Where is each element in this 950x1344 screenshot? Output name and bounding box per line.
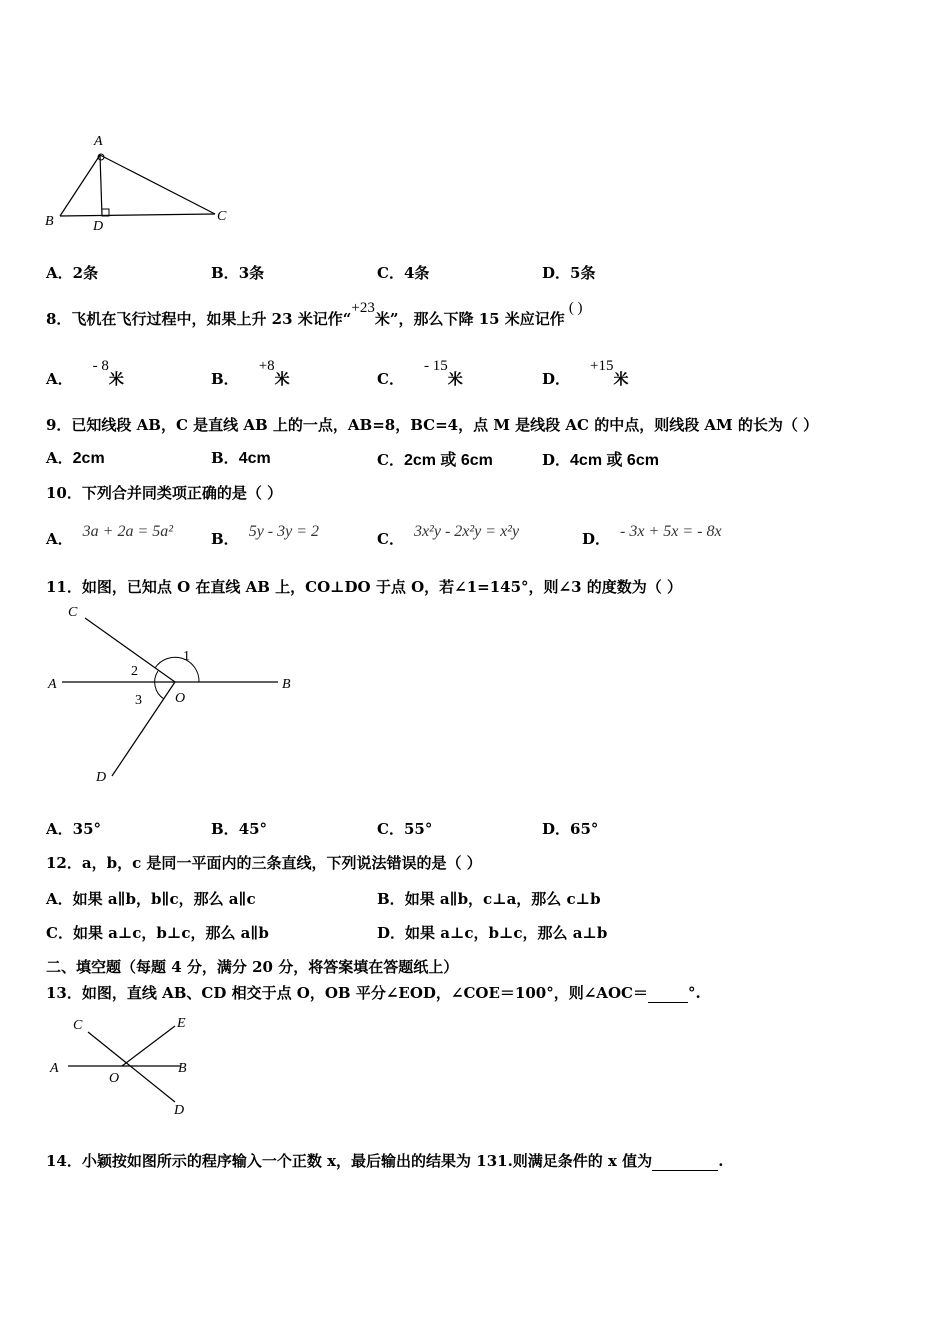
q12-option-c[interactable]: C．如果 a⊥c，b⊥c，那么 a∥b [46, 924, 269, 942]
q7-figure [40, 128, 240, 238]
q11-label-2: 2 [131, 664, 138, 679]
q13-line-cd [88, 1032, 175, 1102]
q7-segment-ac [100, 155, 215, 214]
q8-question: 8．飞机在飞行过程中，如果上升 23 米记作“+23米”，那么下降 15 米应记作( ) [46, 300, 583, 328]
q9-option-c[interactable]: C．2cm 或 6cm [377, 451, 493, 469]
q12-question: 12．a，b，c 是同一平面内的三条直线，下列说法错误的是（ ） [46, 854, 482, 872]
q11-ray-oc [85, 618, 175, 682]
q7-option-b[interactable]: B．3条 [211, 264, 265, 282]
q13-figure [40, 1010, 210, 1120]
q7-segment-bc [60, 214, 215, 216]
q7-option-c[interactable]: C．4条 [377, 264, 430, 282]
q12-option-d[interactable]: D．如果 a⊥c，b⊥c，那么 a⊥b [377, 924, 608, 942]
section-2-title: 二、填空题（每题 4 分，满分 20 分，将答案填在答题纸上） [46, 958, 459, 976]
q11-label-b: B [282, 677, 291, 692]
q12-option-b[interactable]: B．如果 a∥b，c⊥a，那么 c⊥b [377, 890, 601, 908]
q7-label-a: A [94, 134, 103, 149]
q14-question: 14．小颖按如图所示的程序输入一个正数 x，最后输出的结果为 131.则满足条件的 x 值为 . [46, 1152, 724, 1170]
q7-label-b: B [45, 214, 54, 229]
q10-option-a[interactable]: A． 3a + 2a = 5a² [46, 523, 174, 548]
q11-option-d[interactable]: D．65° [542, 820, 599, 838]
q11-ray-od [112, 682, 175, 776]
q11-label-1: 1 [183, 649, 190, 664]
q10-question: 10．下列合并同类项正确的是（ ） [46, 484, 283, 502]
q7-option-a[interactable]: A．2条 [46, 264, 99, 282]
q11-label-a: A [48, 677, 57, 692]
q11-angle-1-arc [155, 657, 199, 682]
q12-option-a[interactable]: A．如果 a∥b，b∥c，那么 a∥c [46, 890, 256, 908]
q13-label-b: B [178, 1061, 187, 1076]
q13-ray-oe [122, 1026, 175, 1066]
q11-label-o: O [175, 691, 186, 706]
q13-label-d: D [174, 1103, 185, 1118]
q13-question: 13．如图，直线 AB、CD 相交于点 O，OB 平分∠EOD，∠COE＝100°，则∠AOC＝ °. [46, 984, 701, 1002]
q9-question: 9．已知线段 AB，C 是直线 AB 上的一点，AB=8，BC=4，点 M 是线段 AC 的中点，则线段 AM 的长为（ ） [46, 416, 819, 434]
q7-segment-ad [100, 155, 102, 216]
q8-option-b[interactable]: B．+8米 [211, 358, 290, 388]
q8-option-c[interactable]: C．- 15米 [377, 358, 463, 388]
q7-option-d[interactable]: D．5条 [542, 264, 596, 282]
q13-label-e: E [177, 1016, 186, 1031]
q8-option-d[interactable]: D．+15米 [542, 358, 629, 388]
q11-option-b[interactable]: B．45° [211, 820, 268, 838]
q11-question: 11．如图，已知点 O 在直线 AB 上，CO⊥DO 于点 O，若∠1=145°，则∠3 的度数为（ ） [46, 578, 682, 596]
q10-option-b[interactable]: B． 5y - 3y = 2 [211, 523, 320, 548]
q11-label-d: D [96, 770, 107, 785]
q13-label-c: C [73, 1018, 83, 1033]
q9-option-b[interactable]: B．4cm [211, 449, 271, 467]
q11-angle-3-arc [155, 671, 164, 699]
q13-label-o: O [109, 1071, 120, 1086]
q13-label-a: A [50, 1061, 59, 1076]
q11-figure [40, 598, 310, 788]
q9-option-a[interactable]: A．2cm [46, 449, 105, 467]
q7-segment-ab [60, 155, 100, 216]
q11-label-3: 3 [135, 693, 142, 708]
q11-option-a[interactable]: A．35° [46, 820, 102, 838]
q14-answer-blank[interactable] [652, 1152, 718, 1171]
q7-label-c: C [217, 209, 227, 224]
q10-option-c[interactable]: C． 3x²y - 2x²y = x²y [377, 523, 520, 548]
q10-option-d[interactable]: D． - 3x + 5x = - 8x [582, 523, 722, 548]
q13-answer-blank[interactable] [648, 984, 688, 1003]
q11-label-c: C [68, 605, 78, 620]
q9-option-d[interactable]: D．4cm 或 6cm [542, 451, 659, 469]
q11-option-c[interactable]: C．55° [377, 820, 433, 838]
q7-label-d: D [93, 219, 104, 234]
q8-option-a[interactable]: A．- 8米 [46, 358, 124, 388]
